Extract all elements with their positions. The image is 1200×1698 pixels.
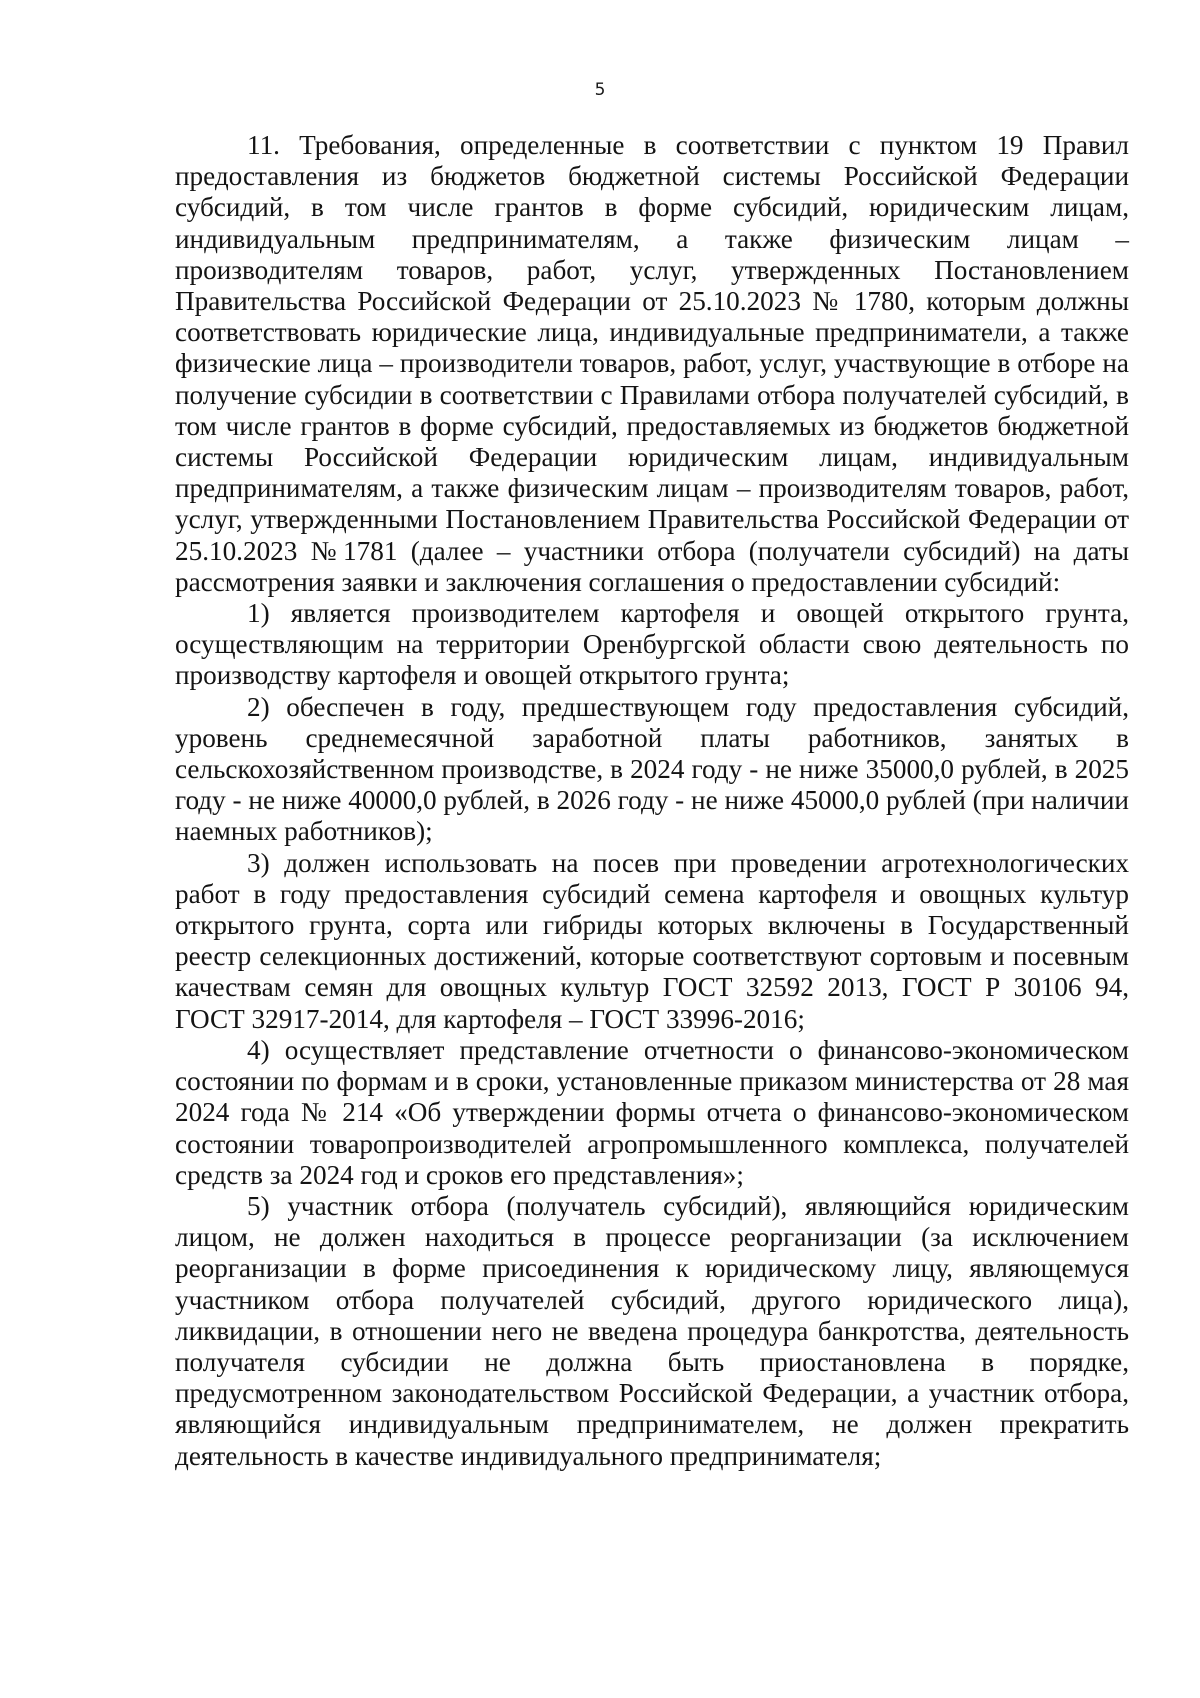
paragraph-11-requirements: 11. Требования, определенные в соответствии с пунктом 19 Правил предоставления из бюджетов бюджетной системы Российской Федерации субсидий, в том числе грантов в форме субсидий, юридическим лицам, индивидуальным предпринимателям, а также физическим лицам – производителям товаров, работ, услуг, утвержденных Постановлением Правительства Российской Федерации от 25.10.2023 № 1780, которым должны соответствовать юридические лица, индивидуальные предприниматели, а также физические лица – производители товаров, работ, услуг, участвующие в отборе на получение субсидии в соответствии с Правилами отбора получателей субсидий, в том числе грантов в форме субсидий, предоставляемых из бюджетов бюджетной системы Российской Федерации юридическим лицам, индивидуальным предпринимателям, а также физическим лицам – производителям товаров, работ, услуг, утвержденными Постановлением Правительства Российской Федерации от 25.10.2023 №1781 (далее – участники отбора (получатели субсидий) на даты рассмотрения заявки и заключения соглашения о предоставлении субсидий:	[175, 130, 1129, 597]
document-body	[175, 130, 1129, 1472]
list-item-2: 2) обеспечен в году, предшествующем году предоставления субсидий, уровень среднемесячной заработной платы работников, занятых в сельскохозяйственном производстве, в 2024 году - не ниже 35000,0 рублей, в 2025 году - не ниже 40000,0 рублей, в 2026 году - не ниже 45000,0 рублей (при наличии наемных работников);	[175, 691, 1129, 847]
list-item-5: 5) участник отбора (получатель субсидий), являющийся юридическим лицом, не должен находиться в процессе реорганизации (за исключением реорганизации в форме присоединения к юридическому лицу, являющемуся участником отбора получателей субсидий, другого юридического лица), ликвидации, в отношении него не введена процедура банкротства, деятельность получателя субсидии не должна быть приостановлена в порядке, предусмотренном законодательством Российской Федерации, а участник отбора, являющийся индивидуальным предпринимателем, не должен прекратить деятельность в качестве индивидуального предпринимателя;	[175, 1190, 1129, 1471]
page-number: 5	[594, 80, 606, 100]
list-item-4: 4) осуществляет представление отчетности о финансово-экономическом состоянии по формам и в сроки, установленные приказом министерства от 28 мая 2024 года № 214 «Об утверждении формы отчета о финансово-экономическом состоянии товаропроизводителей агропромышленного комплекса, получателей средств за 2024 год и сроков его представления»;	[175, 1034, 1129, 1190]
list-item-1: 1) является производителем картофеля и овощей открытого грунта, осуществляющим на территории Оренбургской области свою деятельность по производству картофеля и овощей открытого грунта;	[175, 598, 1129, 691]
list-item-3: 3) должен использовать на посев при проведении агротехнологических работ в году предоставления субсидий семена картофеля и овощных культур открытого грунта, сорта или гибриды которых включены в Государственный реестр селекционных достижений, которые соответствуют сортовым и посевным качествам семян для овощных культур ГОСТ 32592 2013, ГОСТ Р 30106 94, ГОСТ 32917-2014, для картофеля – ГОСТ 33996-2016;	[175, 847, 1129, 1034]
